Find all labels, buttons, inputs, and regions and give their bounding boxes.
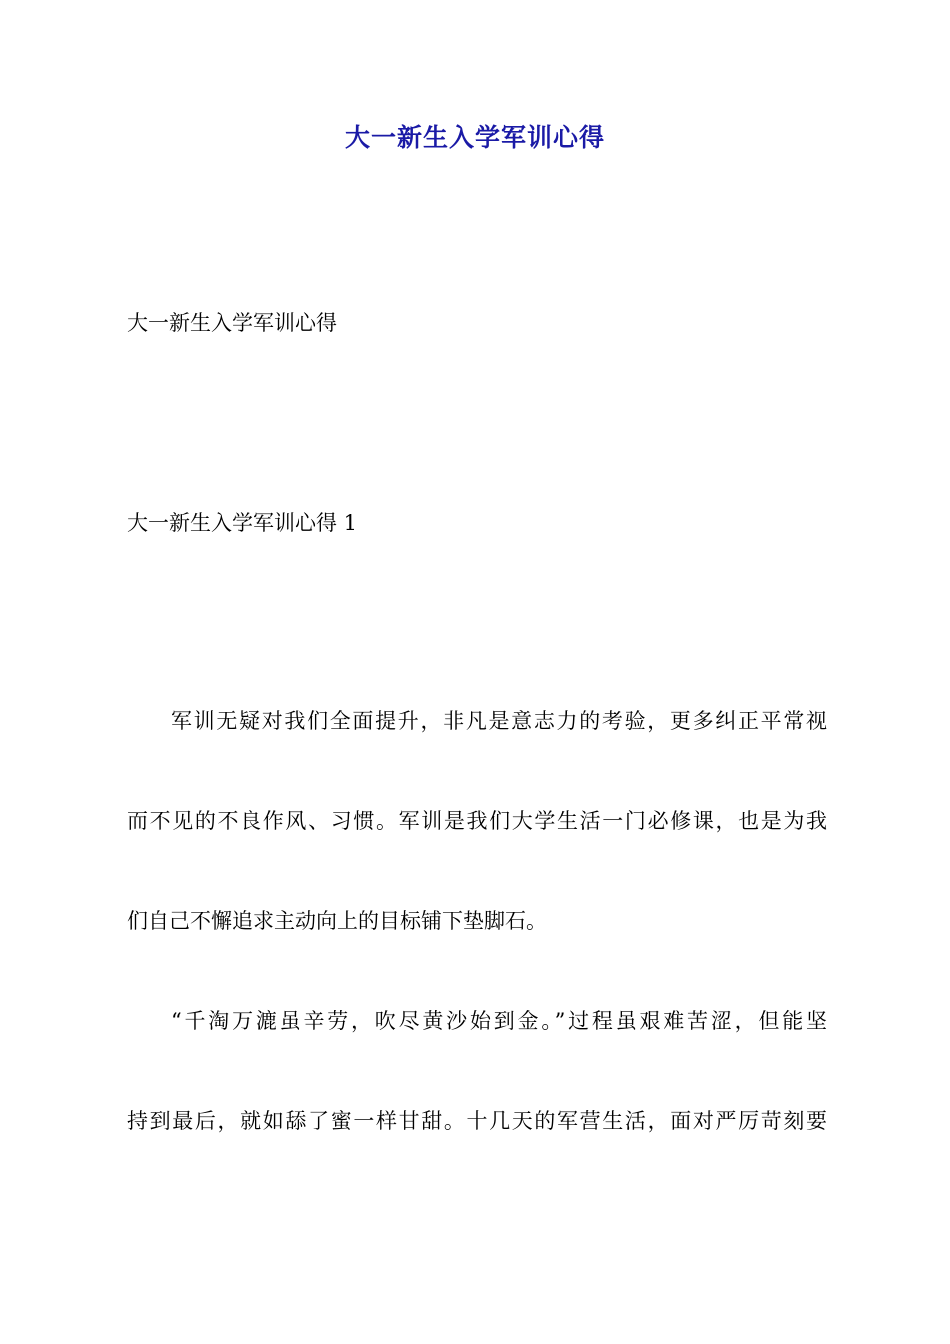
section-subheading: 大一新生入学军训心得 1: [127, 511, 358, 535]
paragraph-1-line-3: 们自己不懈追求主动向上的目标铺下垫脚石。: [127, 909, 547, 933]
paragraph-2-line-2: 持到最后，就如舔了蜜一样甘甜。十几天的军营生活，面对严厉苛刻要: [127, 1109, 827, 1133]
section-heading: 大一新生入学军训心得: [127, 311, 337, 335]
paragraph-2-line-1: “千淘万漉虽辛劳，吹尽黄沙始到金。”过程虽艰难苦涩，但能坚: [171, 1009, 827, 1033]
document-title: 大一新生入学军训心得: [344, 123, 605, 152]
paragraph-1-line-2: 而不见的不良作风、习惯。军训是我们大学生活一门必修课，也是为我: [127, 809, 827, 833]
paragraph-1-line-1: 军训无疑对我们全面提升，非凡是意志力的考验，更多纠正平常视: [171, 709, 827, 733]
